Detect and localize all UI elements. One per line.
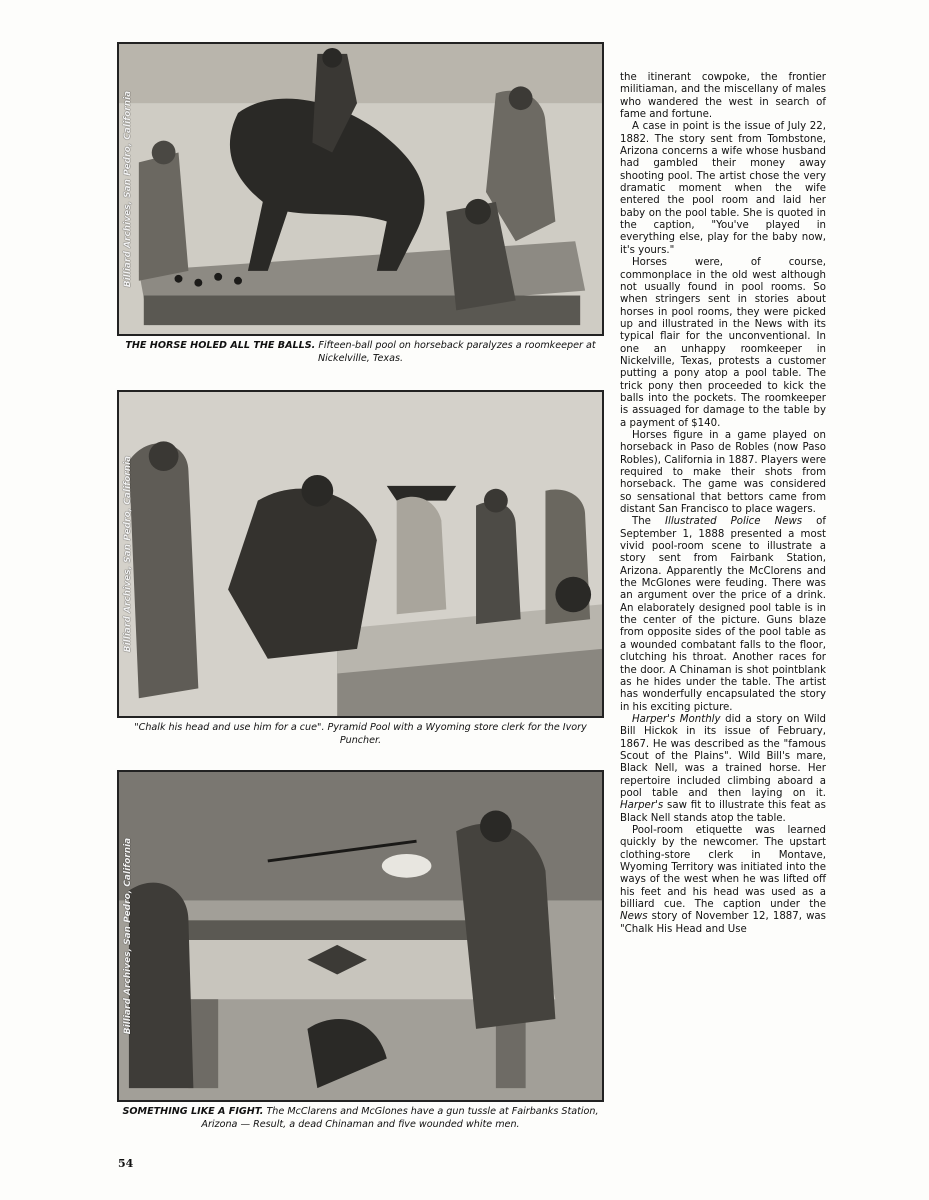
- engraving-horse-scene: [119, 44, 602, 334]
- caption-text: "Chalk his head and use him for a cue". Pyramid Pool with a Wyoming store clerk for the Ivory Puncher.: [134, 722, 587, 746]
- text-run: story of November 12, 1887, was "Chalk His Head and Use: [620, 911, 826, 935]
- text-run: did a story on Wild Bill Hickok in its issue of February, 1867. He was described as the "famous Scout of the Plains". Wild Bill's mare, Black Nell, was a trained horse. Her repertoire included climbing aboard a pool table and then laying on it.: [620, 713, 826, 799]
- credit-text: Billiard Archives, San Pedro, California: [123, 837, 133, 1035]
- article-column: [620, 72, 826, 936]
- paragraph: the itinerant cowpoke, the frontier militiaman, and the miscellany of males who wandered the west in search of fame and fortune.: [620, 72, 826, 121]
- caption-lead: SOMETHING LIKE A FIGHT.: [122, 1106, 264, 1117]
- paragraph: Horses figure in a game played on horseback in Paso de Robles (now Paso Robles), California in 1887. Players were required to make their shots from horseback. The game was considered so sensational that bettors came from distant San Francisco to place wagers.: [620, 429, 826, 516]
- illustration-store-clerk: [117, 390, 604, 718]
- figure-caption: [117, 721, 604, 747]
- figure-horse-pool: [117, 42, 604, 365]
- figure-gun-fight: [117, 770, 604, 1131]
- paragraph: A case in point is the issue of July 22, 1882. The story sent from Tombstone, Arizona concerns a wife whose husband had gambled their money away shooting pool. The artist chose the very dramatic moment when the wife entered the pool room and laid her baby on the pool table. She is quoted in the caption, "You've played in everything else, play for the baby now, it's yours.": [620, 121, 826, 256]
- engraving-gunfight-scene: [119, 772, 602, 1100]
- text-run: Pool-room etiquette was learned quickly by the newcomer. The upstart clothing-store clerk in Montave, Wyoming Territory was initiated into the ways of the west when he was lifted off his feet and his head was used as a billiard cue. The caption under the: [620, 824, 826, 911]
- engraving-pyramid-pool-scene: [119, 392, 602, 716]
- figure-caption: [117, 339, 604, 365]
- paragraph: [620, 825, 826, 936]
- paragraph: [620, 714, 826, 825]
- image-credit: [121, 392, 135, 716]
- text-run: of September 1, 1888 presented a most vivid pool-room scene to illustrate a story sent from Fairbank Station, Arizona. Apparently the McClorens and the McGlones were feuding. There was an argument over the price of a drink. An elaborately designed pool table is in the center of the picture. Guns blaze from opposite sides of the pool table as a wounded combatant falls to the floor, clutching his throat. Another races for the door. A Chinaman is shot pointblank as he hides under the table. The artist has wonderfully encapsulated the story in his exciting picture.: [620, 516, 826, 713]
- publication-title: Illustrated Police News: [665, 516, 803, 528]
- text-run: The: [632, 516, 651, 528]
- caption-text: Fifteen-ball pool on horseback paralyzes a roomkeeper at Nickelville, Texas.: [317, 340, 596, 364]
- illustration-gun-fight: [117, 770, 604, 1102]
- publication-title: Harper's: [620, 800, 664, 812]
- publication-title: News: [620, 911, 648, 923]
- credit-text: Billiard Archives, San Pedro, California: [123, 455, 133, 653]
- credit-text: Billiard Archives, San Pedro, California: [123, 90, 133, 288]
- illustration-horse-on-pool-table: [117, 42, 604, 336]
- image-credit: [121, 772, 135, 1100]
- publication-title: Harper's Monthly: [632, 713, 721, 725]
- paragraph: [620, 516, 826, 714]
- paragraph: Horses were, of course, commonplace in the old west although not usually found in pool rooms. So when stringers sent in stories about horses in pool rooms, they were picked up and illustrated in the News with its typical flair for the unconventional. In one an unhappy roomkeeper in Nickelville, Texas, protests a customer putting a pony atop a pool table. The trick pony then proceeded to kick the balls into the pockets. The roomkeeper is assuaged for damage to the table by a payment of $140.: [620, 257, 826, 429]
- caption-text: The McClarens and McGlones have a gun tussle at Fairbanks Station, Arizona — Result, a dead Chinaman and five wounded white men.: [201, 1106, 599, 1130]
- caption-lead: THE HORSE HOLED ALL THE BALLS.: [125, 340, 316, 351]
- figure-caption: [117, 1105, 604, 1131]
- image-credit: [121, 44, 135, 334]
- text-run: saw fit to illustrate this feat as Black Nell stands atop the table.: [620, 800, 826, 824]
- page-number: 54: [118, 1157, 134, 1170]
- figure-chalk-his-head: [117, 390, 604, 747]
